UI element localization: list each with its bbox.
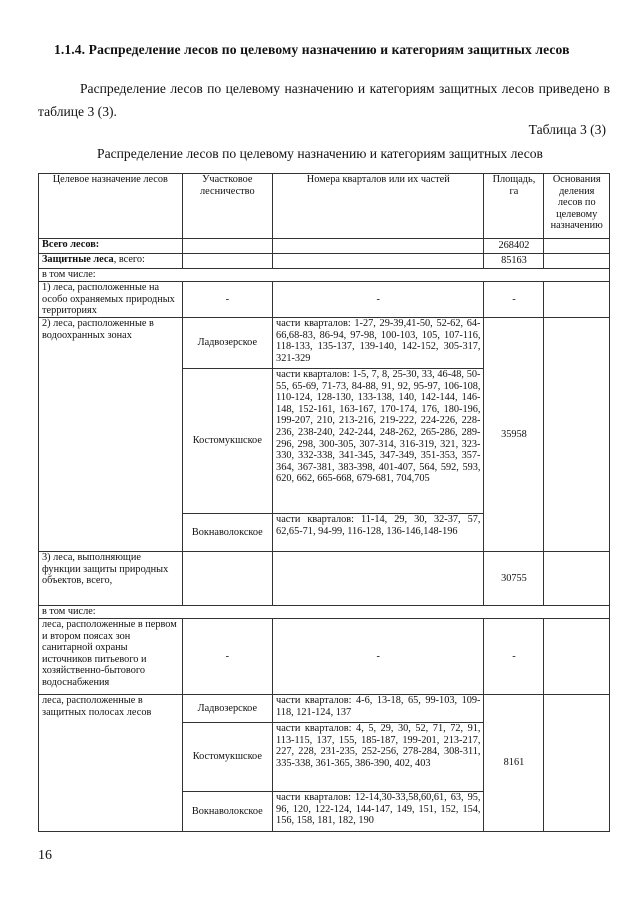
header-purpose: Целевое назначение лесов <box>39 174 183 239</box>
total-label: Всего лесов: <box>39 239 183 254</box>
section-heading: 1.1.4. Распределение лесов по целевому назначению и категориям защитных лесов <box>54 42 570 57</box>
header-forestry: Участковое лесничество <box>182 174 272 239</box>
cat3b-forestry-1: Ладвозерское <box>182 695 272 723</box>
header-quarters: Номера кварталов или их частей <box>273 174 484 239</box>
including-label: в том числе: <box>39 269 610 282</box>
protective-area: 85163 <box>484 254 544 269</box>
table-row-including <box>39 269 610 282</box>
table-row-cat3b-ladvozero <box>39 695 610 723</box>
cat3b-forestry-3: Вокнаволокское <box>182 792 272 832</box>
cat3b-quarters-1: части кварталов: 4-6, 13-18, 65, 99-103, 109-118, 121-124, 137 <box>273 695 484 723</box>
cat3b-forestry-2: Костомукшское <box>182 723 272 792</box>
cat2-area: 35958 <box>484 318 544 552</box>
header-area: Площадь, га <box>484 174 544 239</box>
table-row-protective <box>39 254 610 269</box>
cat2-forestry-2: Костомукшское <box>182 369 272 514</box>
cat2-quarters-1: части кварталов: 1-27, 29-39,41-50, 52-62, 64-66,68-83, 86-94, 97-98, 100-103, 105, 107-116, 118-133, 135-137, 139-140, 142-152, 305-317, 321-329 <box>273 318 484 369</box>
cat3b-area: 8161 <box>484 695 544 832</box>
table-row-including-2 <box>39 606 610 619</box>
cat1-forestry: - <box>182 282 272 318</box>
cat3-area: 30755 <box>484 552 544 606</box>
cat3b-quarters-2: части кварталов: 4, 5, 29, 30, 52, 71, 72, 91, 113-115, 137, 155, 185-187, 199-201, 213-217, 227, 228, 231-235, 252-256, 278-284, 308-311, 335-338, 361-365, 386-390, 402, 403 <box>273 723 484 792</box>
table-caption: Распределение лесов по целевому назначению и категориям защитных лесов <box>97 146 543 161</box>
table-header-row <box>39 174 610 239</box>
including-label-2: в том числе: <box>39 606 610 619</box>
cat1-label: 1) леса, расположенные на особо охраняемых природных территориях <box>39 282 183 318</box>
cat1-area: - <box>484 282 544 318</box>
table-row-cat2-ladvozero <box>39 318 610 369</box>
cat3b-label: леса, расположенные в защитных полосах лесов <box>39 695 183 832</box>
table-row-total <box>39 239 610 254</box>
cat2-forestry-1: Ладвозерское <box>182 318 272 369</box>
cat3-label: 3) леса, выполняющие функции защиты природных объектов, всего, <box>39 552 183 606</box>
cat2-quarters-2: части кварталов: 1-5, 7, 8, 25-30, 33, 46-48, 50-55, 65-69, 71-73, 84-88, 91, 92, 95-97, 106-108, 110-124, 128-130, 133-138, 140, 142-144, 146-148, 152-161, 163-167, 170-174, 176, 180-196, 199-207, 210, 213-216, 219-222, 224-226, 228-236, 238-240, 242-244, 248-262, 265-286, 289-296, 298, 300-305, 307-314, 316-319, 321, 323-330, 332-338, 341-345, 347-349, 351-353, 357-364, 367-381, 383-398, 401-407, 564, 592, 593, 620, 662, 665-668, 679-681, 704,705 <box>273 369 484 514</box>
page-number: 16 <box>38 848 52 863</box>
table-row-cat3 <box>39 552 610 606</box>
cat3b-quarters-3: части кварталов: 12-14,30-33,58,60,61, 63, 95, 96, 120, 122-124, 144-147, 149, 151, 152, 154, 156, 158, 181, 182, 190 <box>273 792 484 832</box>
cat2-quarters-3: части кварталов: 11-14, 29, 30, 32-37, 57, 62,65-71, 94-99, 116-128, 136-146,148-196 <box>273 514 484 552</box>
table-number: Таблица 3 (3) <box>528 122 606 137</box>
table-row-cat3a <box>39 619 610 695</box>
cat2-label: 2) леса, расположенные в водоохранных зонах <box>39 318 183 552</box>
cat3a-forestry: - <box>182 619 272 695</box>
total-area: 268402 <box>484 239 544 254</box>
cat1-quarters: - <box>273 282 484 318</box>
table-row-cat1 <box>39 282 610 318</box>
intro-paragraph: Распределение лесов по целевому назначению и категориям защитных лесов приведено в таблице 3 (3). <box>38 81 610 119</box>
cat3a-label: леса, расположенные в первом и втором поясах зон санитарной охраны источников питьевого и хозяйственно-бытового водоснабжения <box>39 619 183 695</box>
cat3a-area: - <box>484 619 544 695</box>
cat2-forestry-3: Вокнаволокское <box>182 514 272 552</box>
protective-label: Защитные леса, всего: <box>39 254 183 269</box>
cat3a-quarters: - <box>273 619 484 695</box>
forest-distribution-table <box>38 173 610 832</box>
header-basis: Основания деления лесов по целевому назначению <box>544 174 610 239</box>
